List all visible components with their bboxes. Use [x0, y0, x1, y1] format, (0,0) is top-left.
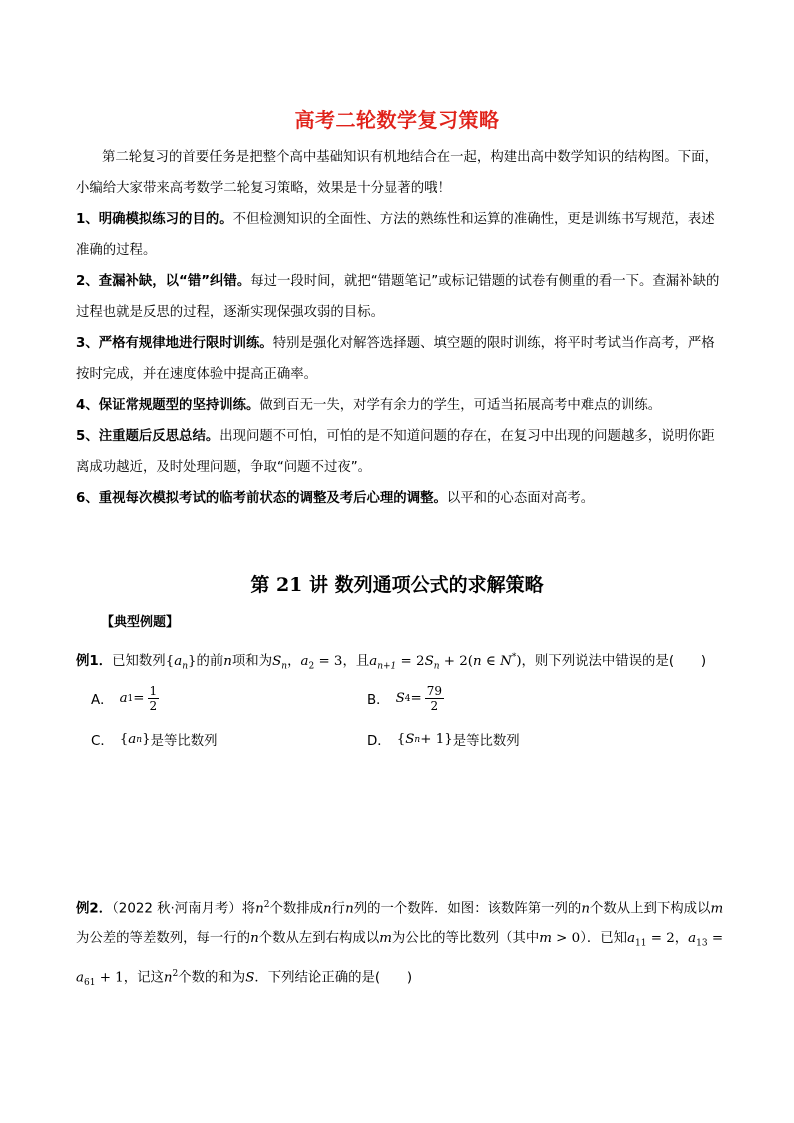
example-1-text: ，则下列说法中错误的是( ) [521, 654, 707, 669]
option-b-denominator: 2 [430, 699, 439, 713]
option-d-letter: D． [367, 734, 391, 749]
example-1-label: 例1． [76, 654, 113, 669]
example-2-text: 将 [241, 901, 256, 917]
example-2-text: 个数从上到下构成以 [589, 901, 711, 917]
option-a[interactable]: A． a 1 = $\frac{1}{2}$ [91, 684, 158, 713]
strategy-point-6-head: 6、重视每次模拟考试的临考前状态的调整及考后心理的调整。 [76, 491, 447, 506]
example-1-text: ，且 [342, 654, 370, 669]
strategy-point-3-body: 特别是强化对解答选择题、填空题的限时训练，将平时考试当作高考，严格按时完成，并在速度体验中提高正确率。 [76, 336, 715, 382]
example-2-text: 列的一个数阵．如图：该数阵第一列的 [353, 901, 582, 917]
strategy-point-1 [76, 204, 726, 266]
example-2-question: 例2．（2022 秋·河南月考）将$n^2$个数排成n行n列的一个数阵．如图：该数阵第一列的n个数从上到下构成以m为公差的等差数列，每一行的n个数从左到右构成以m为公比的等比数列（其中m > 0）．已知$a_{11} = 2$，$a_{13} = a_{61} + 1$，记这$n^2$个数的和为S．下列结论正确的是( ) [76, 900, 724, 989]
lecture-title: 第 21 讲 数列通项公式的求解策略 [250, 574, 544, 596]
option-a-fraction [148, 684, 160, 713]
example-2-text: 为公差的等差数列，每一行的 [76, 931, 251, 947]
example-2-text: ，记这 [123, 970, 164, 986]
strategy-point-1-body: 不但检测知识的全面性、方法的熟练性和运算的准确性，更是训练书写规范，表述准确的过程。 [76, 212, 715, 258]
strategy-point-6-body: 以平和的心态面对高考。 [446, 491, 595, 506]
example-2-source: （2022 秋·河南月考） [112, 901, 242, 917]
strategy-point-4 [76, 390, 726, 421]
example-2-text: ， [674, 931, 689, 947]
example-2-text: ．下列结论正确的是( ) [254, 970, 413, 986]
option-a-denominator: 2 [149, 699, 158, 713]
example-1-text: 已知数列 [112, 654, 166, 669]
strategy-point-6 [76, 483, 726, 514]
example-2-text: ）．已知 [580, 931, 628, 947]
typical-examples-label: 【典型例题】 [101, 615, 180, 630]
option-c[interactable]: C． { a n } 是等比数列 [91, 732, 218, 749]
option-b-fraction [425, 684, 444, 713]
option-c-letter: C． [91, 734, 114, 749]
strategy-point-2-head: 2、查漏补缺，以“错”纠错。 [76, 274, 251, 289]
example-1-text: ， [287, 654, 301, 669]
option-a-numerator: 1 [149, 684, 158, 698]
strategy-point-5 [76, 421, 726, 483]
example-2-text: 个数排成 [269, 901, 324, 917]
option-b-letter: B． [367, 693, 390, 708]
example-1-text: 项和为 [231, 654, 273, 669]
option-a-letter: A． [91, 693, 114, 708]
strategy-point-3-head: 3、严格有规律地进行限时训练。 [76, 336, 273, 351]
intro-text: 第二轮复习的首要任务是把整个高中基础知识有机地结合在一起，构建出高中数学知识的结构图。下面，小编给大家带来高考数学二轮复习策略，效果是十分显著的哦！ [76, 150, 718, 196]
example-2-text: 个数的和为 [178, 970, 246, 986]
example-1-question: 例1．已知数列$\{a_n\}$的前n项和为$S_n$，$a_2 = 3$，且$a_{n+1} = 2S_n + 2(n$ ∈ N*)，则下列说法中错误的是( ) [76, 652, 707, 672]
example-2-text: 个数从左到右构成以 [258, 931, 380, 947]
example-2-text: 行 [331, 901, 346, 917]
strategy-point-2-body: 每过一段时间，就把“错题笔记”或标记错题的试卷有侧重的看一下。查漏补缺的过程也就是反思的过程，逐渐实现保强攻弱的目标。 [76, 274, 720, 320]
strategy-point-1-head: 1、明确模拟练习的目的。 [76, 212, 233, 227]
example-2-label: 例2． [76, 901, 113, 917]
option-b-numerator: 79 [426, 684, 443, 698]
example-2-text: 为公比的等比数列（其中 [391, 931, 540, 947]
intro-paragraph [76, 142, 726, 204]
option-d-text: 是等比数列 [452, 734, 520, 749]
option-b[interactable]: B． S 4 = $\frac{79}{2}$ [367, 684, 443, 713]
strategy-point-5-head: 5、注重题后反思总结。 [76, 429, 220, 444]
option-d[interactable]: D． { S n + 1} 是等比数列 [367, 732, 520, 749]
strategy-point-3 [76, 328, 726, 390]
strategy-point-4-body: 做到百无一失，对学有余力的学生，可适当拓展高考中难点的训练。 [259, 398, 662, 413]
strategy-point-5-body: 出现问题不可怕，可怕的是不知道问题的存在，在复习中出现的问题越多，说明你距离成功越近，及时处理问题，争取“问题不过夜”。 [76, 429, 715, 475]
strategy-point-2 [76, 266, 726, 328]
option-c-text: 是等比数列 [150, 734, 218, 749]
page-title: 高考二轮数学复习策略 [294, 108, 500, 132]
example-1-text: 的前 [196, 654, 224, 669]
strategy-point-4-head: 4、保证常规题型的坚持训练。 [76, 398, 260, 413]
